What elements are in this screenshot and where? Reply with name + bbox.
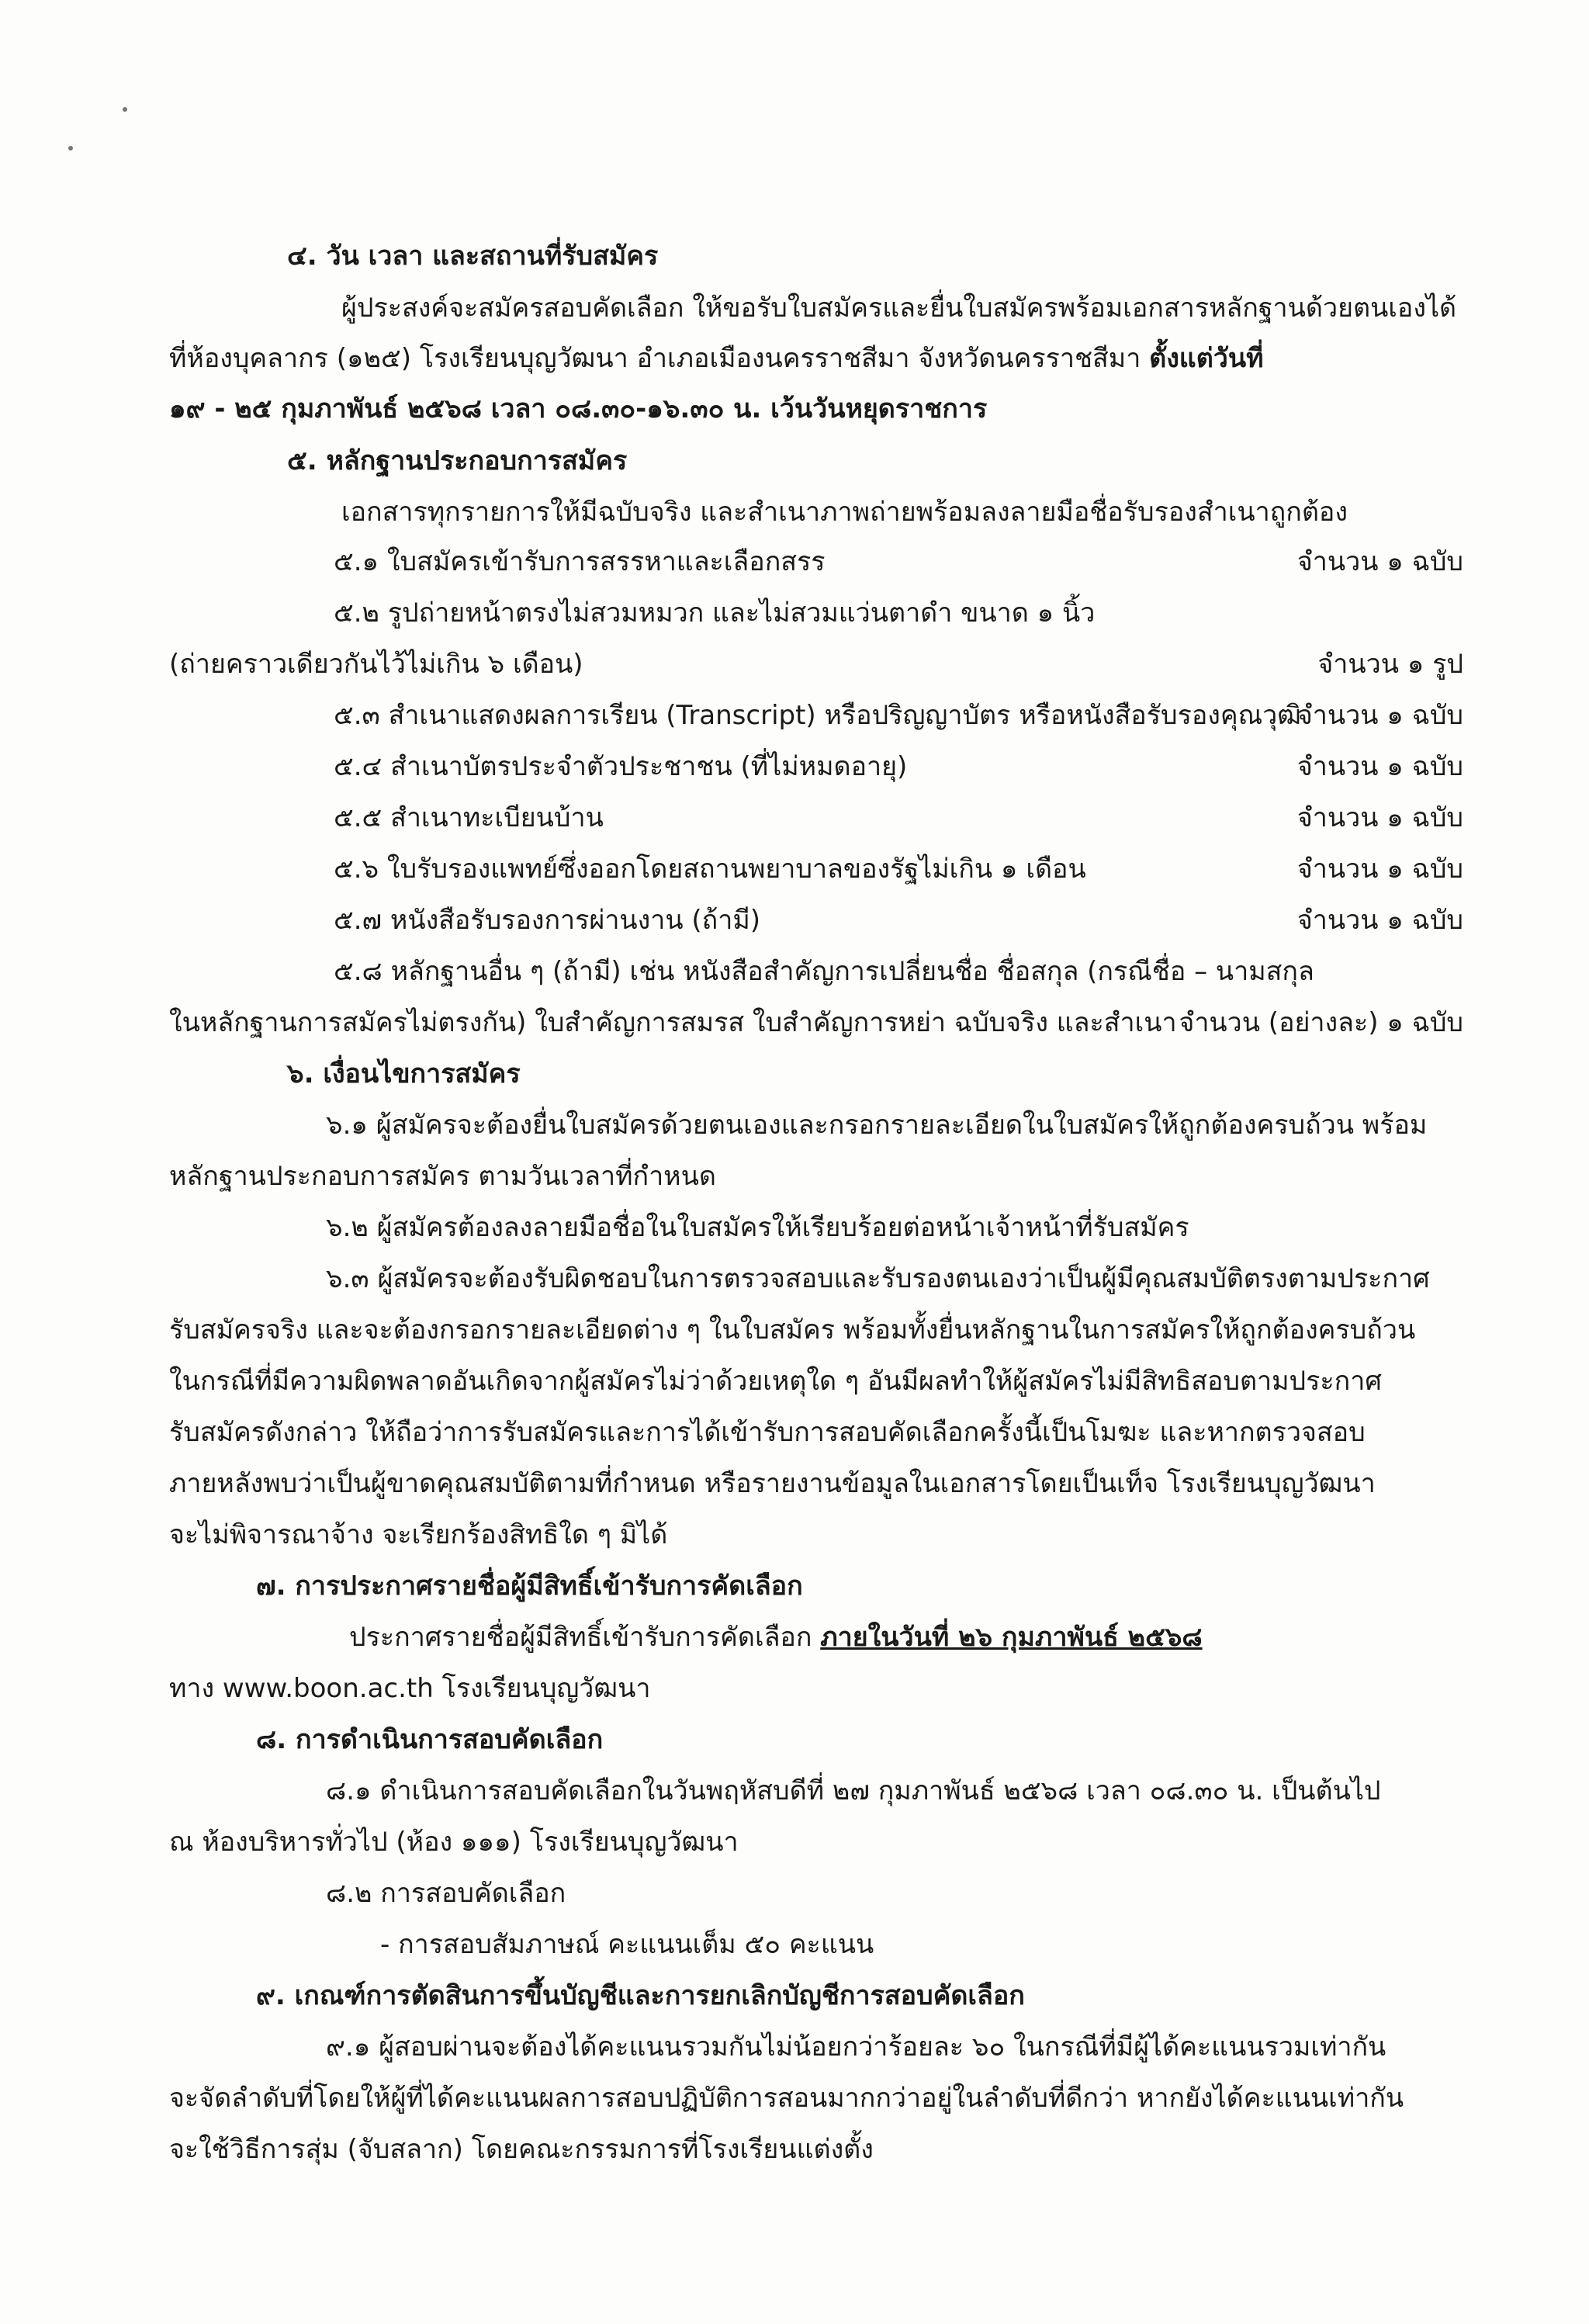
- announcement-date: ภายในวันที่ ๒๖ กุมภาพันธ์ ๒๕๖๘: [820, 1622, 1203, 1653]
- section-6-3-line-3: ในกรณีที่มีความผิดพลาดอันเกิดจากผู้สมัครไม่ว่าด้วยเหตุใด ๆ อันมีผลทำให้ผู้สมัครไม่มีสิทธิสอบตามประกาศ: [169, 1366, 1382, 1397]
- item-5-7-qty: จำนวน ๑ ฉบับ: [1296, 905, 1463, 936]
- item-5-6-qty: จำนวน ๑ ฉบับ: [1296, 854, 1463, 885]
- section-4-line-1: ผู้ประสงค์จะสมัครสอบคัดเลือก ให้ขอรับใบสมัครและยื่นใบสมัครพร้อมเอกสารหลักฐานด้วยตนเองได้: [341, 293, 1457, 324]
- section-8-heading: ๘. การดำเนินการสอบคัดเลือก: [256, 1724, 604, 1755]
- section-6-3-line-2: รับสมัครจริง และจะต้องกรอกรายละเอียดต่าง ๆ ในใบสมัคร พร้อมทั้งยื่นหลักฐานในการสมัครให้ถูกต้องครบถ้วน: [169, 1314, 1416, 1346]
- item-5-4-qty: จำนวน ๑ ฉบับ: [1296, 751, 1463, 782]
- item-5-8-qty: จำนวน (อย่างละ) ๑ ฉบับ: [1179, 1007, 1463, 1038]
- section-4-heading: ๔. วัน เวลา และสถานที่รับสมัคร: [287, 241, 659, 272]
- section-6-3-line-4: รับสมัครดังกล่าว ให้ถือว่าการรับสมัครและการได้เข้ารับการสอบคัดเลือกครั้งนี้เป็นโมฆะ และหากตรวจสอบ: [169, 1417, 1366, 1448]
- section-6-1-line-2: หลักฐานประกอบการสมัคร ตามวันเวลาที่กำหนด: [169, 1161, 716, 1192]
- section-6-2: ๖.๒ ผู้สมัครต้องลงลายมือชื่อในใบสมัครให้เรียบร้อยต่อหน้าเจ้าหน้าที่รับสมัคร: [326, 1212, 1189, 1243]
- item-5-4-text: ๕.๔ สำเนาบัตรประจำตัวประชาชน (ที่ไม่หมดอายุ): [334, 751, 908, 782]
- section-7-line-1a: ประกาศรายชื่อผู้มีสิทธิ์เข้ารับการคัดเลือก: [349, 1622, 812, 1653]
- section-7-line-1: [349, 1620, 1203, 1654]
- section-6-1-line-1: ๖.๑ ผู้สมัครจะต้องยื่นใบสมัครด้วยตนเองและกรอกรายละเอียดในใบสมัครให้ถูกต้องครบถ้วน พร้อม: [326, 1110, 1428, 1141]
- section-7-heading: ๗. การประกาศรายชื่อผู้มีสิทธิ์เข้ารับการคัดเลือก: [256, 1571, 803, 1602]
- item-5-2-qty: จำนวน ๑ รูป: [1317, 649, 1463, 680]
- section-9-1-line-1: ๙.๑ ผู้สอบผ่านจะต้องได้คะแนนรวมกันไม่น้อยกว่าร้อยละ ๖๐ ในกรณีที่มีผู้ได้คะแนนรวมเท่ากัน: [326, 2031, 1386, 2063]
- section-8-1-line-1: ๘.๑ ดำเนินการสอบคัดเลือกในวันพฤหัสบดีที่ ๒๗ กุมภาพันธ์ ๒๕๖๘ เวลา ๐๘.๓๐ น. เป็นต้นไป: [326, 1775, 1381, 1806]
- section-6-3-line-5: ภายหลังพบว่าเป็นผู้ขาดคุณสมบัติตามที่กำหนด หรือรายงานข้อมูลในเอกสารโดยเป็นเท็จ โรงเรียนบุญวัฒนา: [169, 1468, 1376, 1499]
- section-9-1-line-3: จะใช้วิธีการสุ่ม (จับสลาก) โดยคณะกรรมการที่โรงเรียนแต่งตั้ง: [169, 2134, 874, 2165]
- section-7-line-2: ทาง www.boon.ac.th โรงเรียนบุญวัฒนา: [169, 1673, 651, 1704]
- scan-speck: [123, 107, 127, 112]
- section-9-1-line-2: จะจัดลำดับที่โดยให้ผู้ที่ได้คะแนนผลการสอบปฏิบัติการสอนมากกว่าอยู่ในลำดับที่ดีกว่า หากยังได้คะแนนเท่ากัน: [169, 2083, 1404, 2114]
- item-5-8-cont: ในหลักฐานการสมัครไม่ตรงกัน) ใบสำคัญการสมรส ใบสำคัญการหย่า ฉบับจริง และสำเนา: [169, 1007, 1177, 1038]
- section-6-3-line-6: จะไม่พิจารณาจ้าง จะเรียกร้องสิทธิใด ๆ มิได้: [169, 1519, 668, 1550]
- item-5-2-cont: (ถ่ายคราวเดียวกันไว้ไม่เกิน ๖ เดือน): [169, 649, 583, 680]
- section-4-line-2b: ตั้งแต่วันที่: [1149, 343, 1264, 374]
- item-5-1-qty: จำนวน ๑ ฉบับ: [1296, 546, 1463, 577]
- section-4-line-2: [169, 341, 1264, 376]
- item-5-2-text: ๕.๒ รูปถ่ายหน้าตรงไม่สวมหมวก และไม่สวมแว่นตาดำ ขนาด ๑ นิ้ว: [334, 597, 1096, 629]
- item-5-8-text: ๕.๘ หลักฐานอื่น ๆ (ถ้ามี) เช่น หนังสือสำคัญการเปลี่ยนชื่อ ชื่อสกุล (กรณีชื่อ – นามสกุล: [334, 956, 1314, 987]
- section-8-2-item: - การสอบสัมภาษณ์ คะแนนเต็ม ๕๐ คะแนน: [380, 1929, 874, 1960]
- section-8-1-line-2: ณ ห้องบริหารทั่วไป (ห้อง ๑๑๑) โรงเรียนบุญวัฒนา: [169, 1827, 739, 1858]
- scan-speck: [68, 146, 73, 151]
- section-8-2: ๘.๒ การสอบคัดเลือก: [326, 1878, 566, 1909]
- item-5-5-text: ๕.๕ สำเนาทะเบียนบ้าน: [334, 802, 604, 833]
- item-5-1-text: ๕.๑ ใบสมัครเข้ารับการสรรหาและเลือกสรร: [334, 546, 826, 577]
- section-6-3-line-1: ๖.๓ ผู้สมัครจะต้องรับผิดชอบในการตรวจสอบและรับรองตนเองว่าเป็นผู้มีคุณสมบัติตรงตามประกาศ: [326, 1263, 1430, 1294]
- item-5-3-text: ๕.๓ สำเนาแสดงผลการเรียน (Transcript) หรือปริญญาบัตร หรือหนังสือรับรองคุณวุฒิ: [334, 700, 1301, 731]
- item-5-3-qty: จำนวน ๑ ฉบับ: [1296, 700, 1463, 731]
- section-5-heading: ๕. หลักฐานประกอบการสมัคร: [287, 445, 628, 476]
- section-6-heading: ๖. เงื่อนไขการสมัคร: [287, 1058, 521, 1089]
- item-5-7-text: ๕.๗ หนังสือรับรองการผ่านงาน (ถ้ามี): [334, 905, 761, 936]
- section-9-heading: ๙. เกณฑ์การตัดสินการขึ้นบัญชีและการยกเลิกบัญชีการสอบคัดเลือก: [256, 1980, 1025, 2011]
- item-5-5-qty: จำนวน ๑ ฉบับ: [1296, 802, 1463, 833]
- section-5-intro: เอกสารทุกรายการให้มีฉบับจริง และสำเนาภาพถ่ายพร้อมลงลายมือชื่อรับรองสำเนาถูกต้อง: [341, 497, 1348, 528]
- section-4-line-3: ๑๙ - ๒๕ กุมภาพันธ์ ๒๕๖๘ เวลา ๐๘.๓๐-๑๖.๓๐ น. เว้นวันหยุดราชการ: [169, 393, 988, 424]
- item-5-6-text: ๕.๖ ใบรับรองแพทย์ซึ่งออกโดยสถานพยาบาลของรัฐไม่เกิน ๑ เดือน: [334, 854, 1086, 885]
- section-4-line-2a: ที่ห้องบุคลากร (๑๒๕) โรงเรียนบุญวัฒนา อำเภอเมืองนครราชสีมา จังหวัดนครราชสีมา: [169, 343, 1141, 374]
